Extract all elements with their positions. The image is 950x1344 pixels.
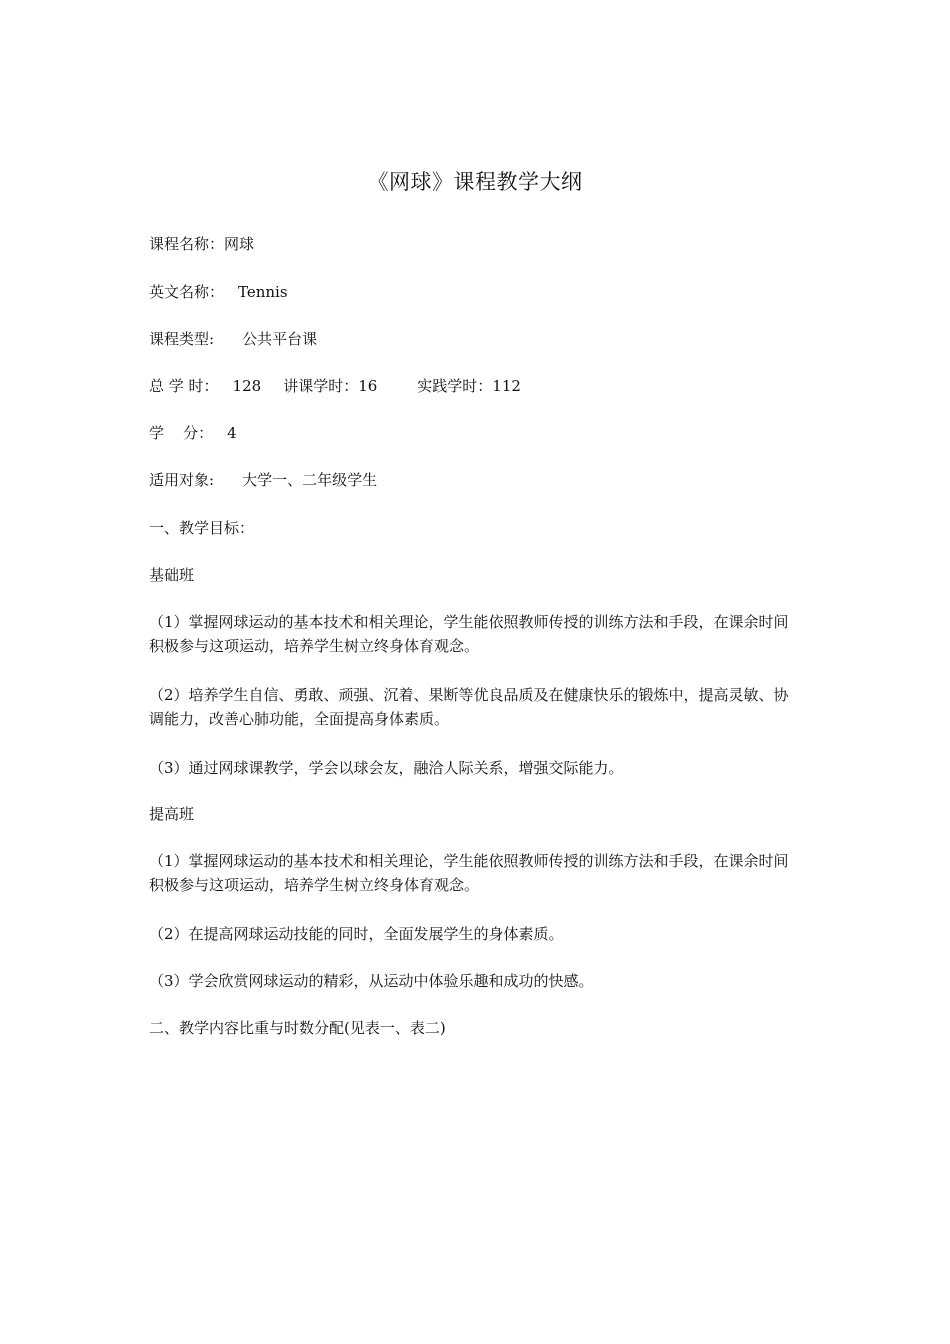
hours-total-label: 总 学 时： <box>149 377 219 395</box>
audience-line <box>149 469 377 491</box>
course-type-label: 课程类型: <box>149 330 215 348</box>
hours-practice: 实践学时：112 <box>417 377 521 395</box>
hours-total-value: 128 <box>232 377 262 395</box>
audience-value: 大学一、二年级学生 <box>242 471 378 489</box>
hours-line <box>149 375 521 397</box>
course-name-line: 课程名称：网球 <box>149 235 255 253</box>
section1-heading: 一、教学目标： <box>149 519 255 537</box>
advanced-class-item-1: （1）掌握网球运动的基本技术和相关理论，学生能依照教师传授的训练方法和手段，在课余时间积极参与这项运动，培养学生树立终身体育观念。 <box>149 852 789 894</box>
basic-class-heading: 基础班 <box>149 566 195 584</box>
hours-lecture: 讲课学时：16 <box>283 377 378 395</box>
advanced-class-heading: 提高班 <box>149 805 195 823</box>
credit-label: 学 分： <box>149 424 214 442</box>
basic-class-item-3: （3）通过网球课教学，学会以球会友，融洽人际关系，增强交际能力。 <box>149 759 624 777</box>
advanced-class-item-3: （3）学会欣赏网球运动的精彩，从运动中体验乐趣和成功的快感。 <box>149 972 594 990</box>
english-name-line <box>149 281 288 303</box>
english-name-label: 英文名称： <box>149 283 225 301</box>
course-type-value: 公共平台课 <box>242 330 318 348</box>
basic-class-item-2: （2）培养学生自信、勇敢、顽强、沉着、果断等优良品质及在健康快乐的锻炼中，提高灵敏、协调能力，改善心肺功能，全面提高身体素质。 <box>149 686 789 728</box>
credit-line <box>149 422 237 444</box>
advanced-class-item-2: （2）在提高网球运动技能的同时，全面发展学生的身体素质。 <box>149 925 564 943</box>
section2-heading: 二、教学内容比重与时数分配(见表一、表二) <box>149 1019 446 1037</box>
document-title: 《网球》课程教学大纲 <box>367 170 583 194</box>
english-name-value: Tennis <box>238 283 288 301</box>
credit-value: 4 <box>227 424 237 442</box>
course-type-line <box>149 328 317 350</box>
audience-label: 适用对象: <box>149 471 215 489</box>
basic-class-item-1: （1）掌握网球运动的基本技术和相关理论，学生能依照教师传授的训练方法和手段，在课余时间积极参与这项运动，培养学生树立终身体育观念。 <box>149 613 789 655</box>
